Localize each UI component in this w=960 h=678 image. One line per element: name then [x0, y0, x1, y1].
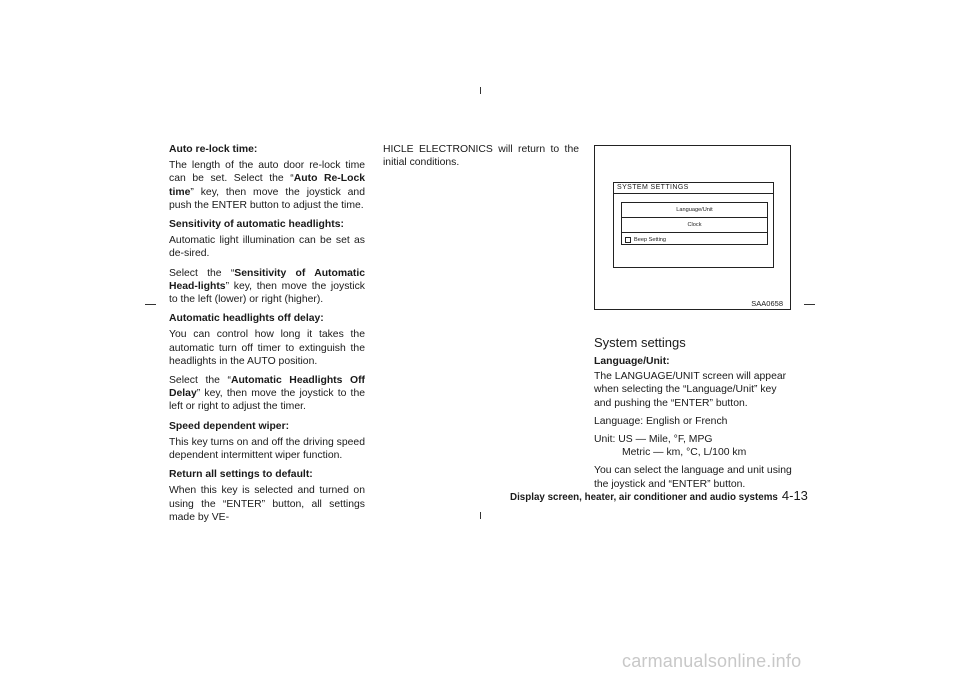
checkbox-icon	[625, 237, 631, 243]
language-unit-heading: Language/Unit:	[594, 356, 670, 367]
language-unit-body: The LANGUAGE/UNIT screen will appear when selecting the “Language/Unit” key and pushing the “ENTER” button.	[594, 371, 787, 409]
settings-menu	[621, 202, 768, 245]
off-delay-body: You can control how long it takes the automatic turn off timer to extinguish the headlights in the AUTO position.	[169, 329, 365, 367]
unit-us: Unit: US — Mile, °F, MPG	[594, 434, 713, 446]
auto-relock-body: The length of the auto door re-lock time can be set. Select the “Auto Re-Lock time” key, then move the joystick and push the ENTER button to adjust the time.	[169, 160, 366, 211]
display-screen	[613, 182, 774, 268]
footer-text: Display screen, heater, air conditioner and audio systems	[510, 492, 778, 503]
beep-setting-label: Beep Setting	[634, 237, 667, 243]
reset-heading: Return all settings to default:	[169, 469, 313, 481]
sensitivity-body: Automatic light illumination can be set as de-sired.	[169, 235, 365, 260]
unit-metric: Metric — km, °C, L/100 km	[622, 447, 747, 459]
off-delay-heading: Automatic headlights off delay:	[169, 313, 324, 325]
figure-code: SAA0658	[751, 299, 783, 308]
language-line: Language: English or French	[594, 415, 728, 427]
menu-item-clock: Clock	[622, 217, 767, 232]
crop-mark-top	[480, 87, 481, 94]
middle-column	[383, 143, 579, 175]
reset-body: When this key is selected and turned on using the “ENTER” button, all settings made by VE-	[169, 485, 365, 523]
closing-text: You can select the language and unit using the joystick and “ENTER” button.	[594, 465, 792, 490]
sensitivity-select: Select the “Sensitivity of Automatic Head-lights” key, then move the joystick to the left (lower) or right (higher).	[169, 267, 365, 306]
menu-item-language-unit: Language/Unit	[676, 207, 713, 213]
menu-item-beep-setting	[622, 232, 767, 247]
auto-relock-heading: Auto re-lock time:	[169, 144, 258, 155]
title-divider	[614, 193, 773, 194]
crop-mark-left	[145, 304, 156, 305]
system-settings-figure	[594, 145, 791, 310]
right-column	[594, 335, 794, 496]
crop-mark-bottom	[480, 512, 481, 519]
page-footer	[510, 488, 808, 503]
watermark: carmanualsonline.info	[622, 651, 802, 671]
page-number: 4-13	[781, 488, 808, 503]
continuation-text: HICLE ELECTRONICS will return to the initial conditions.	[383, 144, 579, 169]
off-delay-select: Select the “Automatic Headlights Off Delay” key, then move the joystick to the left or right to adjust the timer.	[169, 375, 365, 413]
left-column	[169, 143, 365, 530]
section-title: System settings	[594, 335, 686, 350]
screen-title: SYSTEM SETTINGS	[617, 184, 689, 191]
crop-mark-right	[804, 304, 815, 305]
sensitivity-heading: Sensitivity of automatic headlights:	[169, 219, 344, 231]
unit-lines	[594, 433, 794, 459]
wiper-heading: Speed dependent wiper:	[169, 420, 290, 432]
wiper-body: This key turns on and off the driving speed dependent intermittent wiper function.	[169, 436, 365, 462]
